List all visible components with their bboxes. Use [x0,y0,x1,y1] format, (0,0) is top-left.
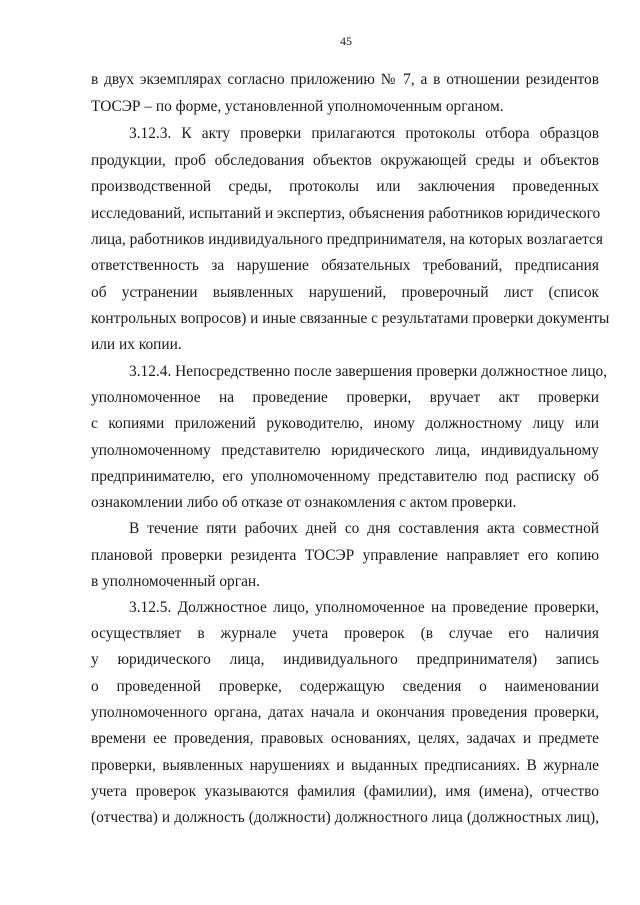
text-line: плановой проверки резидента ТОСЭР управление направляет его копию [91,547,599,564]
text-line: 3.12.3. К акту проверки прилагаются протоколы отбора образцов [129,125,599,142]
text-line: 3.12.4. Непосредственно после завершения проверки должностное лицо, [129,363,608,380]
text-line: или их копии. [91,336,182,353]
page-number: 45 [340,34,352,48]
text-line: производственной среды, протоколы или заключения проведенных [91,178,599,195]
text-line: уполномоченному представителю юридического лица, индивидуальному [91,442,599,459]
text-line: об устранении выявленных нарушений, проверочный лист (список [91,284,599,301]
text-line: в двух экземплярах согласно приложению № 7, а в отношении резидентов [91,71,599,88]
text-line: продукции, проб обследования объектов окружающей среды и объектов [91,152,599,169]
text-line: ТОСЭР – по форме, установленной уполномоченным органом. [91,98,504,115]
text-line: 3.12.5. Должностное лицо, уполномоченное на проведение проверки, [129,599,599,616]
text-line: с копиями приложений руководителю, иному должностному лицу или [91,415,599,432]
text-line: осуществляет в журнале учета проверок (в случае его наличия [91,625,599,642]
text-line: лица, работников индивидуального предпринимателя, на которых возлагается [91,231,603,248]
text-line: проверки, выявленных нарушениях и выданных предписаниях. В журнале [91,757,599,774]
text-line: у юридического лица, индивидуального предпринимателя) запись [91,651,599,668]
text-line: В течение пяти рабочих дней со дня составления акта совместной [129,520,599,537]
text-line: уполномоченное на проведение проверки, вручает акт проверки [91,389,599,406]
text-line: контрольных вопросов) и иные связанные с результатами проверки документы [91,310,610,327]
text-line: учета проверок указываются фамилия (фамилии), имя (имена), отчество [91,783,599,800]
text-line: о проведенной проверке, содержащую сведения о наименовании [91,678,599,695]
text-line: времени ее проведения, правовых основаниях, целях, задачах и предмете [91,730,599,747]
text-line: ответственность за нарушение обязательных требований, предписания [91,257,599,274]
text-line: уполномоченного органа, датах начала и окончания проведения проверки, [91,704,599,721]
text-line: (отчества) и должность (должности) должностного лица (должностных лиц), [91,809,599,826]
text-line: ознакомлении либо об отказе от ознакомления с актом проверки. [91,494,517,511]
text-line: исследований, испытаний и экспертиз, объяснения работников юридического [91,205,601,222]
text-line: предпринимателю, его уполномоченному представителю под расписку об [91,468,599,485]
text-line: в уполномоченный орган. [91,573,260,590]
